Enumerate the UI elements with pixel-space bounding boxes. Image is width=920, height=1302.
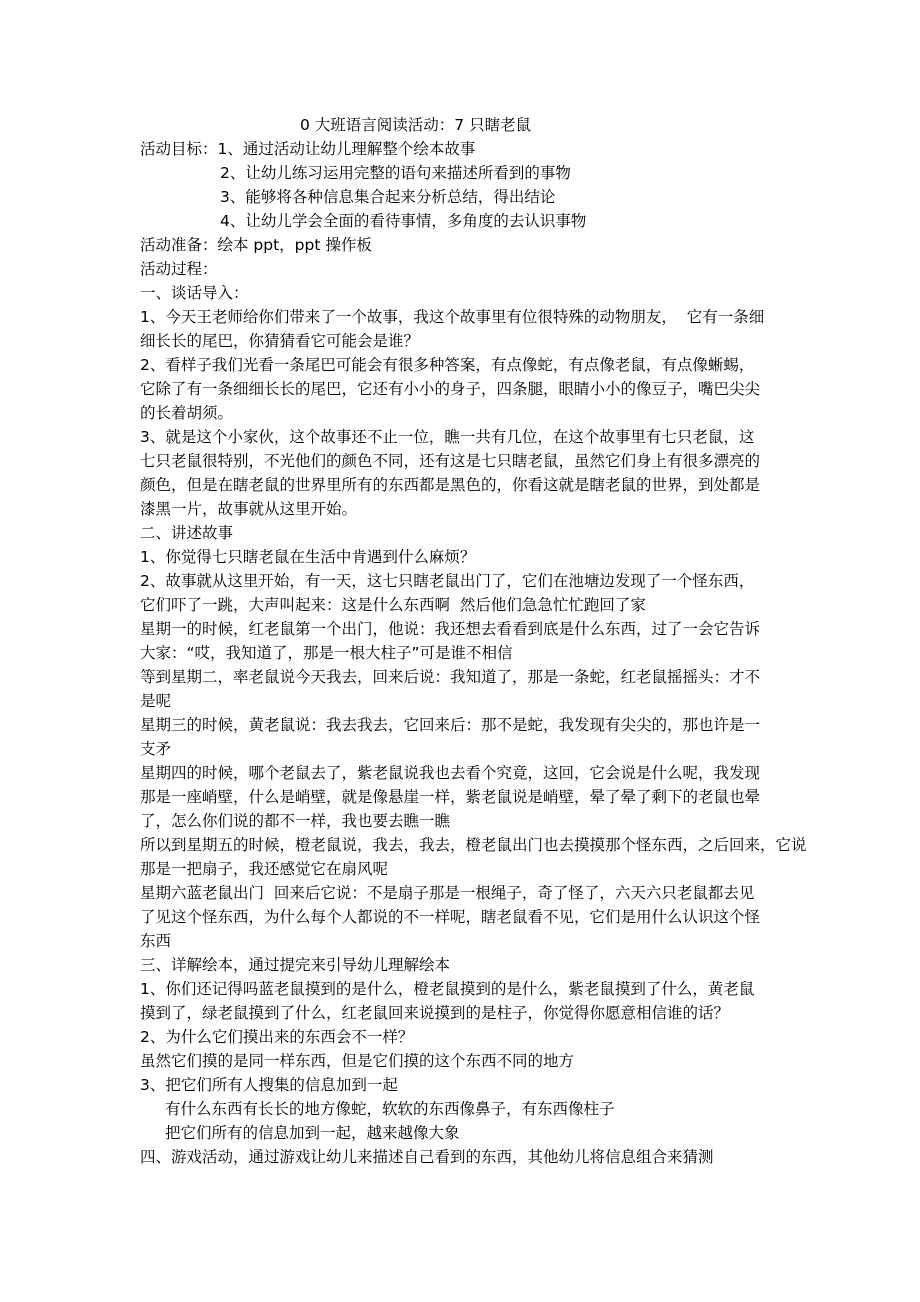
section-2-heading: 二、讲述故事 — [140, 524, 234, 542]
paragraph-line: 1、今天王老师给你们带来了一个故事，我这个故事里有位很特殊的动物朋友， 它有一条细 — [140, 308, 765, 326]
preparation-line: 活动准备：绘本 ppt，ppt 操作板 — [140, 236, 372, 254]
paragraph-line: 星期一的时候，红老鼠第一个出门，他说：我还想去看看到底是什么东西，过了一会它告诉 — [140, 620, 761, 638]
paragraph-line: 把它们所有的信息加到一起，越来越像大象 — [165, 1124, 460, 1142]
document-title: 0 大班语言阅读活动：7 只瞎老鼠 — [300, 116, 532, 134]
paragraph-line: 2、为什么它们摸出来的东西会不一样？ — [140, 1028, 414, 1046]
paragraph-line: 漆黑一片，故事就从这里开始。 — [140, 500, 358, 518]
paragraph-line: 颜色，但是在瞎老鼠的世界里所有的东西都是黑色的，你看这就是瞎老鼠的世界，到处都是 — [140, 476, 761, 494]
process-heading: 活动过程： — [140, 260, 218, 278]
paragraph-line: 东西 — [140, 932, 172, 950]
paragraph-line: 星期四的时候，哪个老鼠去了，紫老鼠说我也去看个究竟，这回，它会说是什么呢，我发现 — [140, 764, 761, 782]
paragraph-line: 虽然它们摸的是同一样东西，但是它们摸的这个东西不同的地方 — [140, 1052, 575, 1070]
paragraph-line: 有什么东西有长长的地方像蛇，软软的东西像鼻子，有东西像柱子 — [165, 1100, 615, 1118]
paragraph-line: 了，怎么你们说的都不一样，我也要去瞧一瞧 — [140, 812, 451, 830]
paragraph-line: 细长长的尾巴，你猜猜看它可能会是谁？ — [140, 332, 420, 350]
goal-line-1: 活动目标：1、通过活动让幼儿理解整个绘本故事 — [140, 140, 476, 158]
paragraph-line: 等到星期二，率老鼠说今天我去，回来后说：我知道了，那是一条蛇，红老鼠摇摇头：才不 — [140, 668, 761, 686]
paragraph-line: 支矛 — [140, 740, 172, 758]
section-4-heading: 四、游戏活动，通过游戏让幼儿来描述自己看到的东西，其他幼儿将信息组合来猜测 — [140, 1148, 714, 1166]
paragraph-line: 摸到了，绿老鼠摸到了什么，红老鼠回来说摸到的是柱子，你觉得你愿意相信谁的话？ — [140, 1004, 730, 1022]
paragraph-line: 3、就是这个小家伙，这个故事还不止一位，瞧一共有几位，在这个故事里有七只老鼠，这 — [140, 428, 755, 446]
section-1-heading: 一、谈话导入： — [140, 284, 249, 302]
goal-line-2: 2、让幼儿练习运用完整的语句来描述所看到的事物 — [220, 164, 571, 182]
goal-line-4: 4、让幼儿学会全面的看待事情，多角度的去认识事物 — [220, 212, 587, 230]
paragraph-line: 的长着胡须。 — [140, 404, 234, 422]
paragraph-line: 那是一把扇子，我还感觉它在扇风呢 — [140, 860, 389, 878]
section-3-heading: 三、详解绘本，通过提完来引导幼儿理解绘本 — [140, 956, 451, 974]
paragraph-line: 1、你觉得七只瞎老鼠在生活中肯遇到什么麻烦？ — [140, 548, 476, 566]
paragraph-line: 2、故事就从这里开始，有一天，这七只瞎老鼠出门了，它们在池塘边发现了一个怪东西， — [140, 572, 755, 590]
paragraph-line: 是呢 — [140, 692, 172, 710]
paragraph-line: 星期三的时候，黄老鼠说：我去我去，它回来后：那不是蛇，我发现有尖尖的，那也许是一 — [140, 716, 761, 734]
goal-line-3: 3、能够将各种信息集合起来分析总结，得出结论 — [220, 188, 556, 206]
paragraph-line: 七只老鼠很特别，不光他们的颜色不同，还有这是七只瞎老鼠，虽然它们身上有很多漂亮的 — [140, 452, 761, 470]
paragraph-line: 大家：“哎，我知道了，那是一根大柱子”可是谁不相信 — [140, 644, 513, 662]
paragraph-line: 它除了有一条细细长长的尾巴，它还有小小的身子，四条腿，眼睛小小的像豆子，嘴巴尖尖 — [140, 380, 761, 398]
paragraph-line: 了见这个怪东西，为什么每个人都说的不一样呢，瞎老鼠看不见，它们是用什么认识这个怪 — [140, 908, 761, 926]
paragraph-line: 3、把它们所有人搜集的信息加到一起 — [140, 1076, 398, 1094]
paragraph-line: 1、你们还记得吗蓝老鼠摸到的是什么，橙老鼠摸到的是什么，紫老鼠摸到了什么，黄老鼠 — [140, 980, 755, 998]
paragraph-line: 星期六蓝老鼠出门 回来后它说：不是扇子那是一根绳子，奇了怪了，六天六只老鼠都去见 — [140, 884, 755, 902]
paragraph-line: 那是一座峭壁，什么是峭壁，就是像悬崖一样，紫老鼠说是峭壁，晕了晕了剩下的老鼠也晕 — [140, 788, 761, 806]
paragraph-line: 2、看样子我们光看一条尾巴可能会有很多种答案，有点像蛇，有点像老鼠，有点像蜥蜴， — [140, 356, 755, 374]
paragraph-line: 它们吓了一跳，大声叫起来：这是什么东西啊 然后他们急急忙忙跑回了家 — [140, 596, 646, 614]
paragraph-line: 所以到星期五的时候，橙老鼠说，我去，我去，橙老鼠出门也去摸摸那个怪东西，之后回来，它说 — [140, 836, 807, 854]
